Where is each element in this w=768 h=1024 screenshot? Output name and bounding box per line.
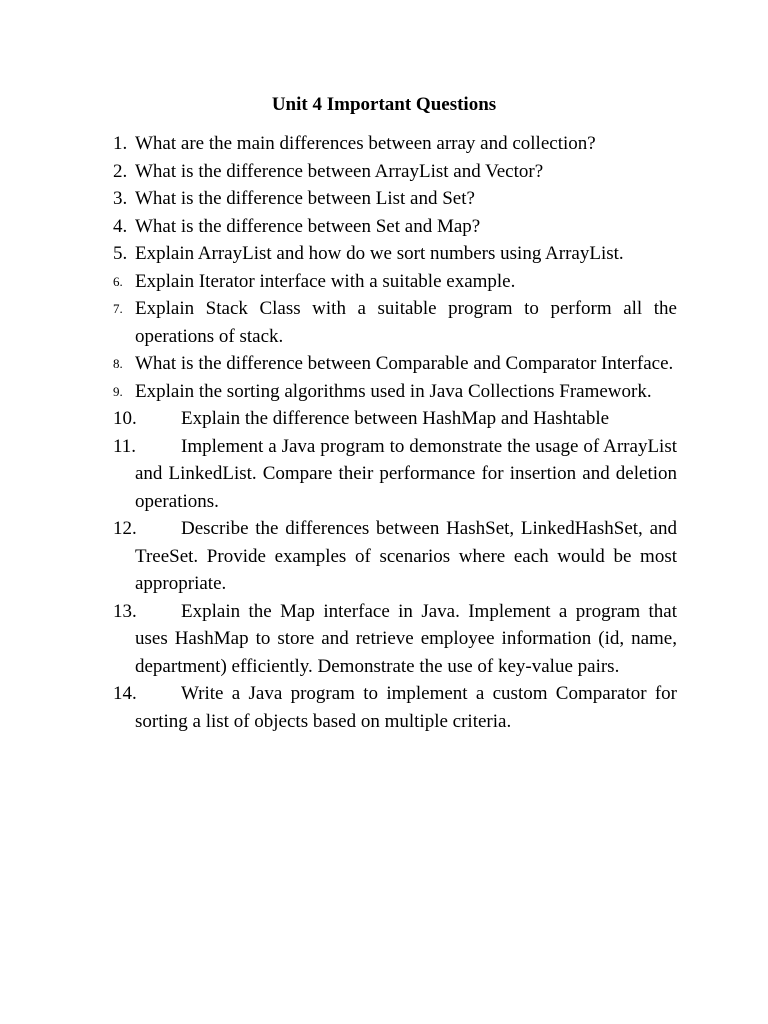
list-item: [113, 405, 677, 433]
list-item: [113, 213, 677, 241]
question-number: 3.: [113, 188, 128, 209]
question-number: 5.: [113, 243, 128, 264]
list-item: [113, 680, 677, 735]
question-number: 13.: [113, 600, 137, 622]
list-item: [113, 378, 677, 406]
question-text: Write a Java program to implement a custom Comparator for sorting a list of objects based on multiple criteria.: [135, 683, 677, 732]
list-item: [113, 350, 677, 378]
question-text: Implement a Java program to demonstrate the usage of ArrayList and LinkedList. Compare their performance for insertion and deletion operations.: [135, 435, 677, 512]
question-list: [113, 130, 677, 735]
question-text: Explain Iterator interface with a suitable example.: [135, 270, 516, 292]
question-text: What are the main differences between array and collection?: [135, 133, 596, 154]
question-number: 10.: [113, 408, 137, 429]
list-item: [113, 130, 677, 158]
question-text: Explain the sorting algorithms used in Java Collections Framework.: [135, 380, 652, 402]
question-number: 7.: [113, 301, 123, 316]
question-text: Describe the differences between HashSet, LinkedHashSet, and TreeSet. Provide examples of scenarios where each would be most appropriate.: [135, 518, 677, 594]
question-number: 4.: [113, 215, 128, 237]
list-item: [113, 158, 677, 186]
question-text: Explain Stack Class with a suitable program to perform all the operations of stack.: [135, 298, 677, 347]
question-text: What is the difference between Set and Map?: [135, 215, 481, 237]
question-text: What is the difference between List and Set?: [135, 188, 475, 209]
question-text: Explain the Map interface in Java. Implement a program that uses HashMap to store and retrieve employee information (id, name, department) efficiently. Demonstrate the use of key-value pairs.: [135, 600, 677, 677]
question-number: 2.: [113, 160, 128, 182]
page-title: Unit 4 Important Questions: [271, 94, 497, 115]
list-item: [113, 268, 677, 296]
question-number: 6.: [113, 273, 123, 289]
list-item: [113, 515, 677, 598]
list-item: [113, 433, 677, 516]
question-number: 9.: [113, 383, 123, 399]
question-text: Explain ArrayList and how do we sort numbers using ArrayList.: [135, 243, 624, 264]
question-number: 8.: [113, 356, 123, 371]
list-item: [113, 185, 677, 213]
list-item: [113, 240, 677, 268]
question-text: Explain the difference between HashMap and Hashtable: [181, 408, 610, 429]
question-number: 14.: [113, 683, 137, 704]
list-item: [113, 295, 677, 350]
question-number: 11.: [113, 435, 137, 457]
question-text: What is the difference between ArrayList and Vector?: [135, 160, 544, 182]
question-number: 12.: [113, 518, 137, 539]
question-number: 1.: [113, 133, 128, 154]
list-item: [113, 598, 677, 681]
question-text: What is the difference between Comparable and Comparator Interface.: [135, 353, 674, 374]
